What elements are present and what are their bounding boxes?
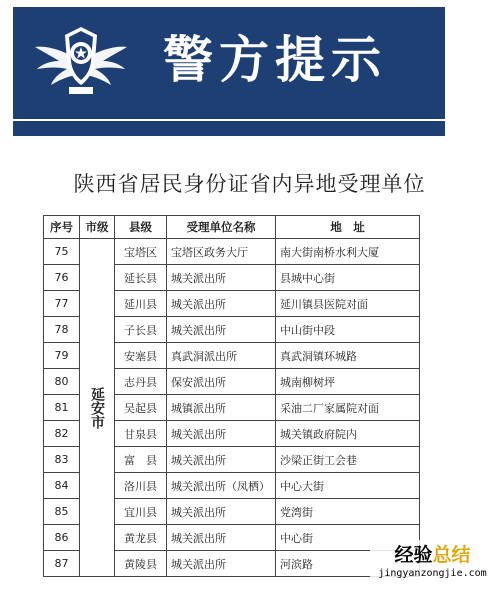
row-county: 吴起县 <box>115 395 167 421</box>
row-address: 县城中心街 <box>276 265 420 291</box>
row-county: 安塞县 <box>115 343 167 369</box>
row-address: 采油二厂家属院对面 <box>276 395 420 421</box>
watermark-logo-text <box>370 540 495 567</box>
row-unit: 城关派出所 <box>167 499 276 525</box>
banner-underline-bar <box>13 121 445 136</box>
row-address: 中心大街 <box>276 473 420 499</box>
row-unit: 真武洞派出所 <box>167 343 276 369</box>
row-county: 志丹县 <box>115 369 167 395</box>
row-index: 83 <box>44 447 80 473</box>
row-unit: 城关派出所 <box>167 421 276 447</box>
row-unit: 城关派出所 <box>167 551 276 577</box>
row-unit: 保安派出所 <box>167 369 276 395</box>
row-index: 78 <box>44 317 80 343</box>
table-row <box>44 239 420 265</box>
row-address: 城南柳树坪 <box>276 369 420 395</box>
police-notice-banner <box>13 7 445 119</box>
watermark-text-b: 总结 <box>432 544 471 566</box>
police-emblem-icon <box>35 21 127 103</box>
row-index: 80 <box>44 369 80 395</box>
row-county: 延长县 <box>115 265 167 291</box>
row-address: 南大街南桥水利大厦 <box>276 239 420 265</box>
row-unit: 城关派出所 <box>167 525 276 551</box>
row-address: 党湾街 <box>276 499 420 525</box>
row-address: 延川镇县医院对面 <box>276 291 420 317</box>
document-title: 陕西省居民身份证省内异地受理单位 <box>73 172 426 196</box>
row-county: 黄陵县 <box>115 551 167 577</box>
row-unit: 城关派出所（凤栖） <box>167 473 276 499</box>
acceptance-units-table <box>43 215 420 577</box>
row-address: 城关镇政府院内 <box>276 421 420 447</box>
header-index: 序号 <box>44 216 80 239</box>
row-address: 真武洞镇环城路 <box>276 343 420 369</box>
row-county: 甘泉县 <box>115 421 167 447</box>
row-index: 76 <box>44 265 80 291</box>
row-county: 宝塔区 <box>115 239 167 265</box>
row-index: 75 <box>44 239 80 265</box>
header-county: 县级 <box>115 216 167 239</box>
row-address: 中山街中段 <box>276 317 420 343</box>
row-unit: 城关派出所 <box>167 317 276 343</box>
row-unit: 城镇派出所 <box>167 395 276 421</box>
row-county: 延川县 <box>115 291 167 317</box>
row-index: 82 <box>44 421 80 447</box>
site-watermark <box>370 540 495 585</box>
row-unit: 宝塔区政务大厅 <box>167 239 276 265</box>
banner-title: 警方提示 <box>163 31 387 89</box>
header-address: 地 址 <box>276 216 420 239</box>
row-county: 子长县 <box>115 317 167 343</box>
table-header-row <box>44 216 420 239</box>
row-county: 洛川县 <box>115 473 167 499</box>
row-index: 87 <box>44 551 80 577</box>
row-index: 81 <box>44 395 80 421</box>
row-index: 84 <box>44 473 80 499</box>
row-index: 77 <box>44 291 80 317</box>
row-index: 86 <box>44 525 80 551</box>
row-index: 85 <box>44 499 80 525</box>
top-cropped-text <box>0 0 499 6</box>
row-county: 黄龙县 <box>115 525 167 551</box>
row-county: 富 县 <box>115 447 167 473</box>
row-index: 79 <box>44 343 80 369</box>
row-address: 中心街 <box>276 525 420 551</box>
row-unit: 城关派出所 <box>167 447 276 473</box>
row-address: 河滨路 <box>276 551 420 577</box>
watermark-url: jingyanzongjie.com <box>378 568 487 579</box>
row-address: 沙梁正街工会巷 <box>276 447 420 473</box>
row-county: 宜川县 <box>115 499 167 525</box>
row-unit: 城关派出所 <box>167 291 276 317</box>
city-cell: 延安市 <box>80 239 115 577</box>
header-city: 市级 <box>80 216 115 239</box>
header-unit: 受理单位名称 <box>167 216 276 239</box>
row-unit: 城关派出所 <box>167 265 276 291</box>
watermark-text-a: 经验 <box>394 544 433 566</box>
